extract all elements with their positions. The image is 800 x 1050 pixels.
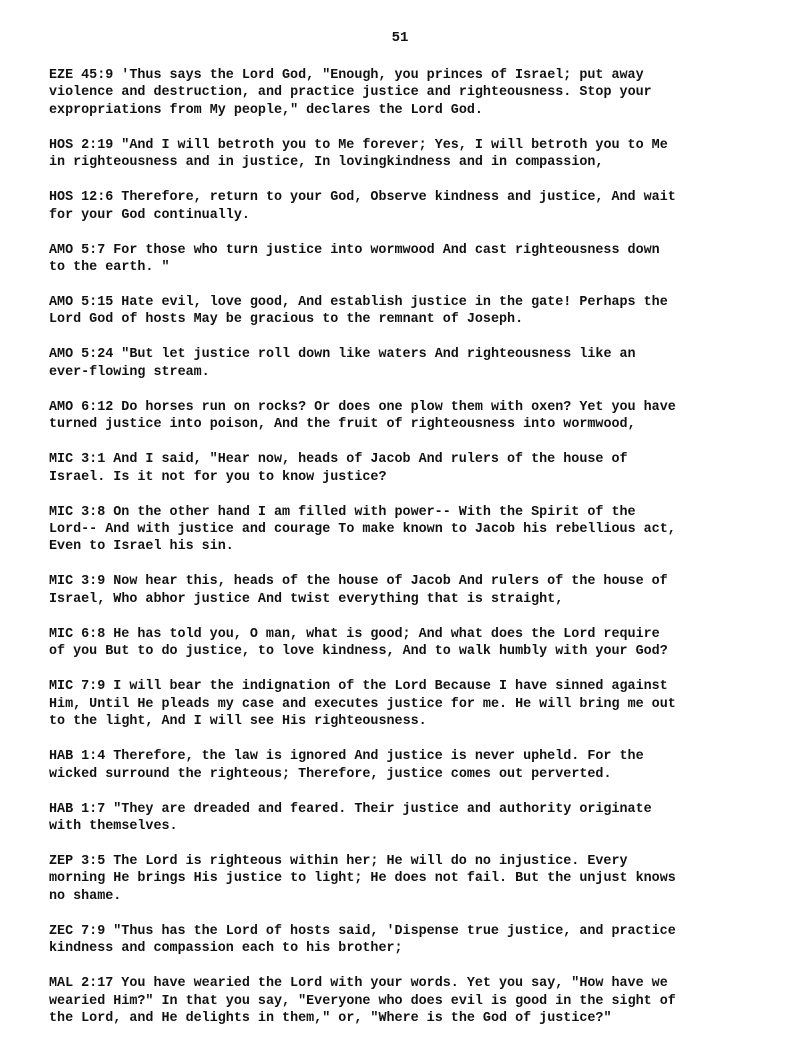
verse-text: For those who turn justice into wormwood And cast righteousness down to the earth. " bbox=[49, 242, 660, 276]
verse-reference: MIC 3:8 bbox=[49, 504, 106, 520]
verse-reference: MIC 7:9 bbox=[49, 679, 106, 695]
verse-entry bbox=[49, 189, 749, 224]
verse-reference: AMO 5:7 bbox=[49, 242, 106, 258]
verse-reference: HAB 1:7 bbox=[49, 801, 106, 817]
verse-entry bbox=[49, 242, 749, 277]
verse-entry bbox=[49, 748, 749, 783]
verse-text: Now hear this, heads of the house of Jacob And rulers of the house of Israel, Who abhor justice And twist everything that is straight, bbox=[49, 574, 668, 607]
verse-text: "They are dreaded and feared. Their justice and authority originate with themselves. bbox=[49, 801, 652, 834]
verse-text: And I said, "Hear now, heads of Jacob And rulers of the house of Israel. Is it not for you to know justice? bbox=[49, 452, 628, 485]
verse-entry bbox=[49, 853, 749, 905]
verse-reference: EZE 45:9 bbox=[49, 68, 114, 83]
verse-entry bbox=[49, 451, 749, 486]
verse-reference: HOS 2:19 bbox=[49, 137, 114, 153]
page-number: 51 bbox=[391, 30, 409, 46]
verse-text: "Thus has the Lord of hosts said, 'Dispense true justice, and practice kindness and compassion each to his brother; bbox=[49, 923, 676, 957]
verse-reference: AMO 5:24 bbox=[49, 347, 114, 363]
verse-entry bbox=[49, 678, 749, 730]
verse-entry bbox=[49, 67, 749, 119]
verse-text: You have wearied the Lord with your words. Yet you say, "How have we wearied Him?" In that you say, "Everyone who does evil is good in the sight of the Lord, and He delights in them," or, "Where is the God of justice?" bbox=[49, 976, 676, 1026]
verse-entry bbox=[49, 504, 749, 556]
verse-text: Do horses run on rocks? Or does one plow them with oxen? Yet you have turned justice into poison, And the fruit of righteousness into wormwood, bbox=[49, 399, 676, 433]
verse-reference: ZEC 7:9 bbox=[49, 923, 106, 939]
verse-reference: AMO 6:12 bbox=[49, 399, 114, 415]
verse-entry bbox=[49, 573, 749, 608]
verse-text: On the other hand I am filled with power-- With the Spirit of the Lord-- And with justice and courage To make known to Jacob his rebellious act, Even to Israel his sin. bbox=[49, 504, 676, 555]
verse-text: He has told you, O man, what is good; And what does the Lord require of you But to do justice, to love kindness, And to walk humbly with your God? bbox=[49, 626, 668, 660]
verse-entry bbox=[49, 399, 749, 434]
verse-text: I will bear the indignation of the Lord Because I have sinned against Him, Until He pleads my case and executes justice for me. He will bring me out to the light, And I will see His righteousness. bbox=[49, 679, 676, 730]
verse-reference: MAL 2:17 bbox=[49, 976, 114, 992]
verse-entry bbox=[49, 346, 749, 381]
verse-text: 'Thus says the Lord God, "Enough, you princes of Israel; put away violence and destruction, and practice justice and righteousness. Stop your expropriations from My people," declares the Lord God. bbox=[49, 68, 652, 118]
verse-reference: ZEP 3:5 bbox=[49, 853, 106, 869]
verse-text: Hate evil, love good, And establish justice in the gate! Perhaps the Lord God of hosts May be gracious to the remnant of Joseph. bbox=[49, 295, 668, 328]
verse-reference: MIC 3:9 bbox=[49, 574, 106, 590]
verse-entry bbox=[49, 975, 749, 1027]
verse-text: Therefore, the law is ignored And justice is never upheld. For the wicked surround the righteous; Therefore, justice comes out perverted. bbox=[49, 749, 644, 782]
verse-text: "And I will betroth you to Me forever; Yes, I will betroth you to Me in righteousness and in justice, In lovingkindness and in compassion, bbox=[49, 137, 668, 171]
verse-entry bbox=[49, 137, 749, 172]
verse-reference: MIC 3:1 bbox=[49, 452, 106, 468]
verse-entry bbox=[49, 801, 749, 836]
verse-entry bbox=[49, 626, 749, 661]
verse-text: The Lord is righteous within her; He will do no injustice. Every morning He brings His justice to light; He does not fail. But the unjust knows no shame. bbox=[49, 853, 676, 904]
verse-reference: MIC 6:8 bbox=[49, 626, 106, 642]
verse-reference: AMO 5:15 bbox=[49, 295, 114, 311]
verse-reference: HOS 12:6 bbox=[49, 190, 114, 206]
verse-entry bbox=[49, 294, 749, 329]
verse-entry bbox=[49, 923, 749, 958]
verse-text: Therefore, return to your God, Observe kindness and justice, And wait for your God continually. bbox=[49, 190, 676, 223]
verse-list bbox=[49, 67, 749, 1045]
verse-text: "But let justice roll down like waters And righteousness like an ever-flowing stream. bbox=[49, 347, 636, 380]
verse-reference: HAB 1:4 bbox=[49, 749, 106, 765]
